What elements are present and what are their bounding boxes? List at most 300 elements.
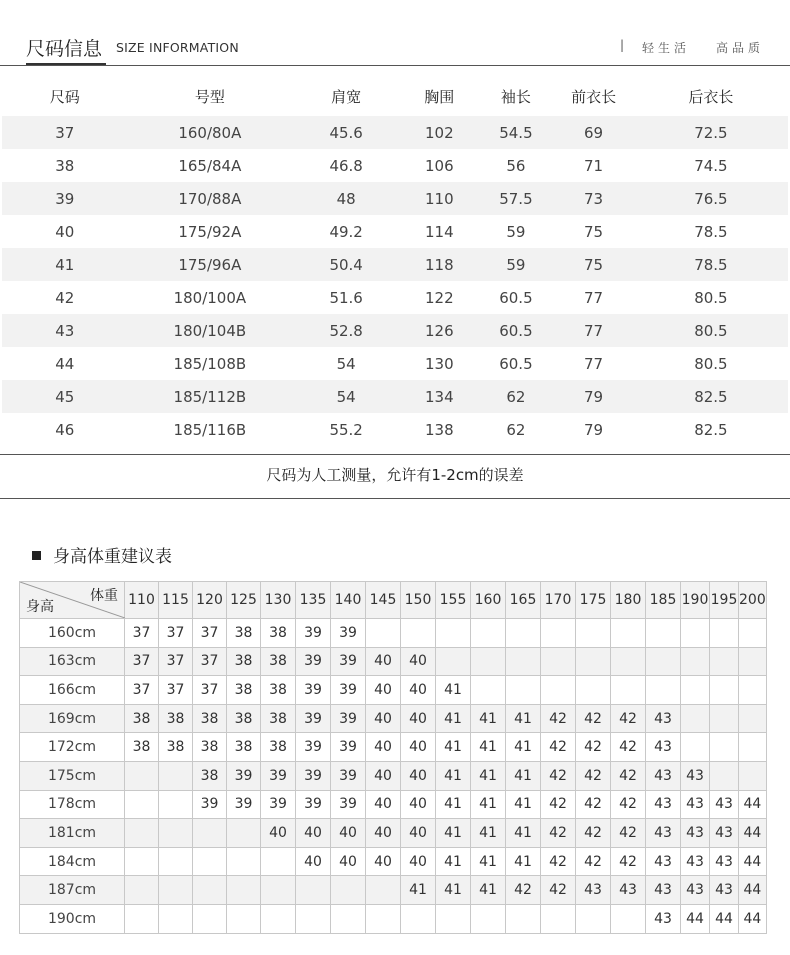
recommended-size-cell	[193, 876, 227, 905]
size-cell: 80.5	[694, 288, 728, 307]
recommended-size-cell: 43	[681, 876, 710, 905]
size-cell: 185/116B	[173, 420, 247, 439]
size-row	[2, 248, 788, 281]
size-cell: 57.5	[479, 182, 554, 215]
recommended-size-cell: 40	[296, 819, 331, 848]
recommended-size-cell	[159, 847, 193, 876]
height-row	[20, 904, 767, 933]
size-row	[2, 380, 788, 413]
size-cell: 165/84A	[178, 156, 242, 175]
recommended-size-cell	[646, 647, 681, 676]
recommended-size-cell: 38	[261, 704, 296, 733]
weight-header: 120	[193, 582, 227, 619]
recommended-size-cell: 41	[506, 761, 541, 790]
recommended-size-cell: 41	[506, 704, 541, 733]
size-cell: 82.5	[634, 380, 788, 413]
recommended-size-cell: 43	[646, 876, 681, 905]
recommended-size-cell: 40	[401, 676, 436, 705]
recommended-size-cell: 39	[331, 761, 366, 790]
size-cell: 62	[479, 380, 554, 413]
recommended-size-cell: 42	[611, 733, 646, 762]
slogan-light-life: 轻生活	[642, 41, 691, 55]
recommended-size-cell: 42	[611, 819, 646, 848]
recommended-size-cell	[436, 904, 471, 933]
recommended-size-cell: 38	[159, 733, 193, 762]
recommended-size-cell	[611, 676, 646, 705]
recommended-size-cell: 41	[471, 790, 506, 819]
height-cell: 166cm	[20, 676, 125, 705]
recommended-size-cell: 43	[646, 733, 681, 762]
height-cell: 160cm	[20, 619, 125, 648]
recommended-size-cell	[159, 876, 193, 905]
recommended-size-cell	[125, 847, 159, 876]
recommended-size-cell	[576, 619, 611, 648]
size-cell: 175/96A	[127, 248, 292, 281]
recommended-size-cell: 37	[159, 676, 193, 705]
size-cell: 134	[400, 380, 478, 413]
recommended-size-cell: 41	[436, 876, 471, 905]
recommended-size-cell: 42	[576, 704, 611, 733]
size-cell: 62	[506, 420, 526, 439]
size-cell: 37	[2, 116, 127, 149]
recommended-size-cell: 41	[506, 819, 541, 848]
height-label: 身高	[26, 599, 54, 615]
size-cell: 45	[2, 380, 127, 413]
recommended-size-cell: 42	[506, 876, 541, 905]
recommended-size-cell: 43	[646, 847, 681, 876]
recommended-size-cell: 43	[681, 761, 710, 790]
height-cell: 163cm	[20, 647, 125, 676]
recommended-size-cell: 41	[506, 733, 541, 762]
weight-header: 145	[366, 582, 401, 619]
recommended-size-cell: 39	[331, 790, 366, 819]
size-cell: 170/88A	[127, 182, 292, 215]
recommended-size-cell: 42	[611, 790, 646, 819]
size-cell: 126	[400, 314, 478, 347]
recommended-size-cell	[739, 619, 767, 648]
recommended-size-cell	[710, 761, 739, 790]
recommended-size-cell	[646, 619, 681, 648]
recommended-size-cell	[227, 904, 261, 933]
size-cell: 180/100A	[173, 288, 247, 307]
recommended-size-cell	[710, 619, 739, 648]
size-row	[2, 314, 788, 347]
recommended-size-cell	[739, 761, 767, 790]
size-column-header: 后衣长	[688, 87, 734, 106]
recommended-size-cell	[366, 876, 401, 905]
recommended-size-cell	[227, 819, 261, 848]
recommended-size-cell: 44	[710, 904, 739, 933]
recommended-size-cell: 43	[710, 819, 739, 848]
recommended-size-cell: 41	[436, 847, 471, 876]
height-cell: 169cm	[20, 704, 125, 733]
size-cell: 74.5	[694, 156, 728, 175]
recommended-size-cell: 43	[710, 790, 739, 819]
recommended-size-cell: 42	[541, 733, 576, 762]
recommended-size-cell	[125, 761, 159, 790]
recommended-size-cell	[576, 904, 611, 933]
size-cell: 73	[553, 182, 634, 215]
height-row	[20, 733, 767, 762]
recommended-size-cell: 38	[227, 647, 261, 676]
recommended-size-cell	[710, 733, 739, 762]
size-row	[2, 347, 788, 380]
page-title-english: SIZE INFORMATION	[116, 40, 239, 55]
recommended-size-cell	[436, 619, 471, 648]
recommended-size-cell	[261, 847, 296, 876]
size-table	[2, 76, 788, 446]
size-cell: 54.5	[479, 116, 554, 149]
recommended-size-cell: 38	[227, 619, 261, 648]
size-cell: 60.5	[499, 288, 533, 307]
recommended-size-cell: 37	[159, 619, 193, 648]
recommended-size-cell: 37	[125, 619, 159, 648]
size-cell: 122	[424, 288, 454, 307]
recommended-size-cell: 43	[576, 876, 611, 905]
recommended-size-cell: 43	[646, 904, 681, 933]
size-cell: 42	[55, 288, 75, 307]
size-cell: 60.5	[479, 314, 554, 347]
recommended-size-cell	[227, 876, 261, 905]
size-cell: 43	[2, 314, 127, 347]
size-cell: 59	[479, 248, 554, 281]
recommended-size-cell	[710, 704, 739, 733]
recommended-size-cell: 44	[681, 904, 710, 933]
recommended-size-cell	[681, 619, 710, 648]
size-cell: 45.6	[292, 116, 400, 149]
size-row	[2, 182, 788, 215]
height-row	[20, 819, 767, 848]
height-row	[20, 790, 767, 819]
recommended-size-cell	[366, 904, 401, 933]
recommended-size-cell: 41	[436, 819, 471, 848]
recommended-size-cell: 42	[541, 704, 576, 733]
recommended-size-cell: 40	[401, 733, 436, 762]
recommended-size-cell	[739, 733, 767, 762]
recommended-size-cell	[159, 761, 193, 790]
recommended-size-cell	[125, 819, 159, 848]
recommended-size-cell: 41	[436, 761, 471, 790]
recommended-size-cell	[125, 790, 159, 819]
weight-header: 150	[401, 582, 436, 619]
size-cell: 180/104B	[127, 314, 292, 347]
recommended-size-cell: 42	[576, 790, 611, 819]
weight-header: 165	[506, 582, 541, 619]
height-cell: 181cm	[20, 819, 125, 848]
page-title: 尺码信息	[26, 38, 103, 60]
recommended-size-cell: 39	[331, 676, 366, 705]
recommended-size-cell	[739, 704, 767, 733]
size-cell: 55.2	[329, 420, 363, 439]
recommended-size-cell: 39	[193, 790, 227, 819]
size-cell: 80.5	[694, 354, 728, 373]
recommended-size-cell: 42	[541, 847, 576, 876]
weight-header: 170	[541, 582, 576, 619]
size-column-header: 尺码	[49, 87, 80, 106]
recommended-size-cell: 38	[261, 647, 296, 676]
recommended-size-cell: 39	[227, 790, 261, 819]
recommended-size-cell: 42	[576, 819, 611, 848]
recommended-size-cell	[710, 676, 739, 705]
size-cell: 52.8	[292, 314, 400, 347]
height-row	[20, 847, 767, 876]
recommended-size-cell	[576, 647, 611, 676]
size-cell: 56	[506, 156, 526, 175]
weight-header: 110	[125, 582, 159, 619]
size-cell: 185/112B	[127, 380, 292, 413]
recommended-size-cell: 39	[331, 704, 366, 733]
height-cell: 178cm	[20, 790, 125, 819]
measurement-note: 尺码为人工测量，允许有1-2cm的误差	[266, 466, 524, 484]
recommended-size-cell: 44	[739, 847, 767, 876]
recommended-size-cell	[331, 876, 366, 905]
recommended-size-cell: 43	[646, 819, 681, 848]
recommended-size-cell	[681, 647, 710, 676]
recommended-size-cell	[681, 733, 710, 762]
weight-header: 130	[261, 582, 296, 619]
recommended-size-cell: 41	[471, 876, 506, 905]
recommended-size-cell	[331, 904, 366, 933]
recommended-size-cell: 40	[366, 647, 401, 676]
size-cell: 54	[336, 354, 356, 373]
recommended-size-cell: 40	[366, 733, 401, 762]
size-cell: 54	[292, 380, 400, 413]
recommended-size-cell	[541, 676, 576, 705]
height-cell: 175cm	[20, 761, 125, 790]
recommended-size-cell: 44	[739, 904, 767, 933]
recommended-size-cell	[401, 619, 436, 648]
height-row	[20, 876, 767, 905]
recommended-size-cell: 39	[296, 676, 331, 705]
recommended-size-cell: 37	[193, 619, 227, 648]
header-divider	[0, 65, 790, 66]
size-cell: 41	[2, 248, 127, 281]
size-cell: 59	[506, 222, 526, 241]
recommended-size-cell: 39	[296, 790, 331, 819]
recommended-size-cell: 38	[261, 676, 296, 705]
recommended-size-cell: 41	[471, 704, 506, 733]
recommended-size-cell: 38	[125, 704, 159, 733]
recommended-size-cell	[261, 904, 296, 933]
recommended-size-cell: 39	[261, 761, 296, 790]
size-column-header: 前衣长	[571, 87, 617, 106]
size-cell: 60.5	[499, 354, 533, 373]
recommended-size-cell	[611, 619, 646, 648]
recommended-size-cell: 40	[296, 847, 331, 876]
weight-header: 155	[436, 582, 471, 619]
recommended-size-cell: 39	[331, 647, 366, 676]
recommended-size-cell	[296, 904, 331, 933]
recommended-size-cell: 38	[193, 733, 227, 762]
recommended-size-cell: 41	[436, 676, 471, 705]
size-cell: 80.5	[634, 314, 788, 347]
recommended-size-cell	[471, 619, 506, 648]
slogan-separator: |	[620, 38, 625, 52]
recommended-size-cell: 41	[436, 790, 471, 819]
header	[0, 0, 790, 66]
recommended-size-cell: 39	[261, 790, 296, 819]
weight-header-row	[20, 582, 767, 619]
size-cell: 79	[584, 420, 604, 439]
recommended-size-cell: 43	[611, 876, 646, 905]
recommended-size-cell: 38	[261, 733, 296, 762]
recommended-size-cell	[541, 647, 576, 676]
size-cell: 185/108B	[173, 354, 247, 373]
recommended-size-cell: 39	[296, 733, 331, 762]
recommended-size-cell: 43	[646, 790, 681, 819]
recommended-size-cell: 40	[401, 819, 436, 848]
size-column-header: 号型	[194, 87, 225, 106]
recommended-size-cell	[739, 676, 767, 705]
size-cell: 102	[400, 116, 478, 149]
recommended-size-cell: 39	[331, 619, 366, 648]
size-cell: 48	[292, 182, 400, 215]
height-row	[20, 676, 767, 705]
weight-header: 140	[331, 582, 366, 619]
recommended-size-cell: 42	[541, 876, 576, 905]
recommended-size-cell: 39	[296, 704, 331, 733]
size-table-header	[2, 76, 788, 116]
size-cell: 49.2	[329, 222, 363, 241]
recommended-size-cell: 42	[611, 704, 646, 733]
diagonal-header-cell	[20, 582, 125, 619]
recommended-size-cell: 42	[576, 761, 611, 790]
recommended-size-cell: 41	[471, 733, 506, 762]
recommended-size-cell	[159, 790, 193, 819]
size-cell: 75	[553, 248, 634, 281]
size-cell: 46.8	[329, 156, 363, 175]
recommended-size-cell: 40	[366, 704, 401, 733]
size-cell: 39	[2, 182, 127, 215]
recommended-size-cell: 40	[366, 761, 401, 790]
recommended-size-cell	[506, 676, 541, 705]
recommended-size-cell: 39	[227, 761, 261, 790]
recommended-size-cell	[227, 847, 261, 876]
recommended-size-cell: 40	[401, 847, 436, 876]
recommended-size-cell: 40	[366, 847, 401, 876]
recommended-size-cell: 40	[261, 819, 296, 848]
recommended-size-cell: 39	[331, 733, 366, 762]
height-cell: 190cm	[20, 904, 125, 933]
weight-header: 180	[611, 582, 646, 619]
recommended-size-cell: 40	[331, 819, 366, 848]
size-cell: 114	[424, 222, 454, 241]
recommended-size-cell: 40	[331, 847, 366, 876]
recommended-size-cell	[193, 904, 227, 933]
weight-header: 115	[159, 582, 193, 619]
recommended-size-cell: 43	[710, 876, 739, 905]
recommended-size-cell: 37	[125, 647, 159, 676]
height-row	[20, 619, 767, 648]
recommended-size-cell	[193, 819, 227, 848]
size-cell: 50.4	[292, 248, 400, 281]
weight-header: 190	[681, 582, 710, 619]
recommended-size-cell: 37	[193, 647, 227, 676]
size-cell: 160/80A	[127, 116, 292, 149]
height-row	[20, 647, 767, 676]
recommended-size-cell	[506, 619, 541, 648]
recommended-size-cell: 38	[193, 761, 227, 790]
size-cell: 51.6	[329, 288, 363, 307]
recommended-size-cell: 38	[125, 733, 159, 762]
recommended-size-cell: 39	[296, 619, 331, 648]
recommended-size-cell: 38	[193, 704, 227, 733]
height-cell: 184cm	[20, 847, 125, 876]
weight-header: 135	[296, 582, 331, 619]
size-cell: 71	[584, 156, 604, 175]
recommended-size-cell	[401, 904, 436, 933]
recommended-size-cell	[541, 904, 576, 933]
table-divider	[0, 454, 790, 455]
recommended-size-cell	[471, 676, 506, 705]
size-cell: 82.5	[694, 420, 728, 439]
recommended-size-cell: 38	[261, 619, 296, 648]
size-row	[2, 281, 788, 314]
height-row	[20, 761, 767, 790]
recommended-size-cell	[436, 647, 471, 676]
height-cell: 187cm	[20, 876, 125, 905]
recommended-size-cell: 40	[401, 761, 436, 790]
size-cell: 138	[424, 420, 454, 439]
height-weight-body	[20, 619, 767, 934]
recommended-size-cell	[506, 904, 541, 933]
recommended-size-cell	[611, 904, 646, 933]
recommended-size-cell: 42	[541, 761, 576, 790]
size-column-header: 肩宽	[331, 87, 362, 106]
recommended-size-cell: 44	[739, 790, 767, 819]
recommended-size-cell	[471, 647, 506, 676]
recommended-size-cell: 42	[576, 733, 611, 762]
weight-header: 195	[710, 582, 739, 619]
recommended-size-cell	[506, 647, 541, 676]
size-cell: 69	[553, 116, 634, 149]
size-cell: 72.5	[634, 116, 788, 149]
square-bullet-icon	[32, 551, 41, 560]
weight-header: 160	[471, 582, 506, 619]
size-column-header: 袖长	[500, 87, 531, 106]
note-divider	[0, 498, 790, 499]
recommended-size-cell	[541, 619, 576, 648]
recommended-size-cell: 37	[125, 676, 159, 705]
recommended-size-cell: 41	[506, 790, 541, 819]
recommended-size-cell: 42	[541, 790, 576, 819]
weight-header: 125	[227, 582, 261, 619]
recommended-size-cell: 40	[366, 819, 401, 848]
weight-label: 体重	[90, 588, 118, 604]
weight-header: 200	[739, 582, 767, 619]
size-cell: 76.5	[634, 182, 788, 215]
recommended-size-cell: 44	[739, 876, 767, 905]
size-cell: 130	[424, 354, 454, 373]
recommended-size-cell: 38	[159, 704, 193, 733]
recommended-size-cell: 37	[159, 647, 193, 676]
height-row	[20, 704, 767, 733]
recommended-size-cell	[159, 904, 193, 933]
size-row	[2, 413, 788, 446]
recommended-size-cell: 40	[366, 676, 401, 705]
recommended-size-cell: 44	[739, 819, 767, 848]
recommended-size-cell	[739, 647, 767, 676]
recommended-size-cell	[366, 619, 401, 648]
recommended-size-cell: 41	[401, 876, 436, 905]
recommended-size-cell: 42	[576, 847, 611, 876]
size-cell: 77	[584, 354, 604, 373]
size-table-body	[2, 116, 788, 446]
recommended-size-cell: 38	[227, 733, 261, 762]
recommended-size-cell: 42	[611, 847, 646, 876]
recommended-size-cell: 41	[436, 733, 471, 762]
recommended-size-cell: 43	[681, 819, 710, 848]
